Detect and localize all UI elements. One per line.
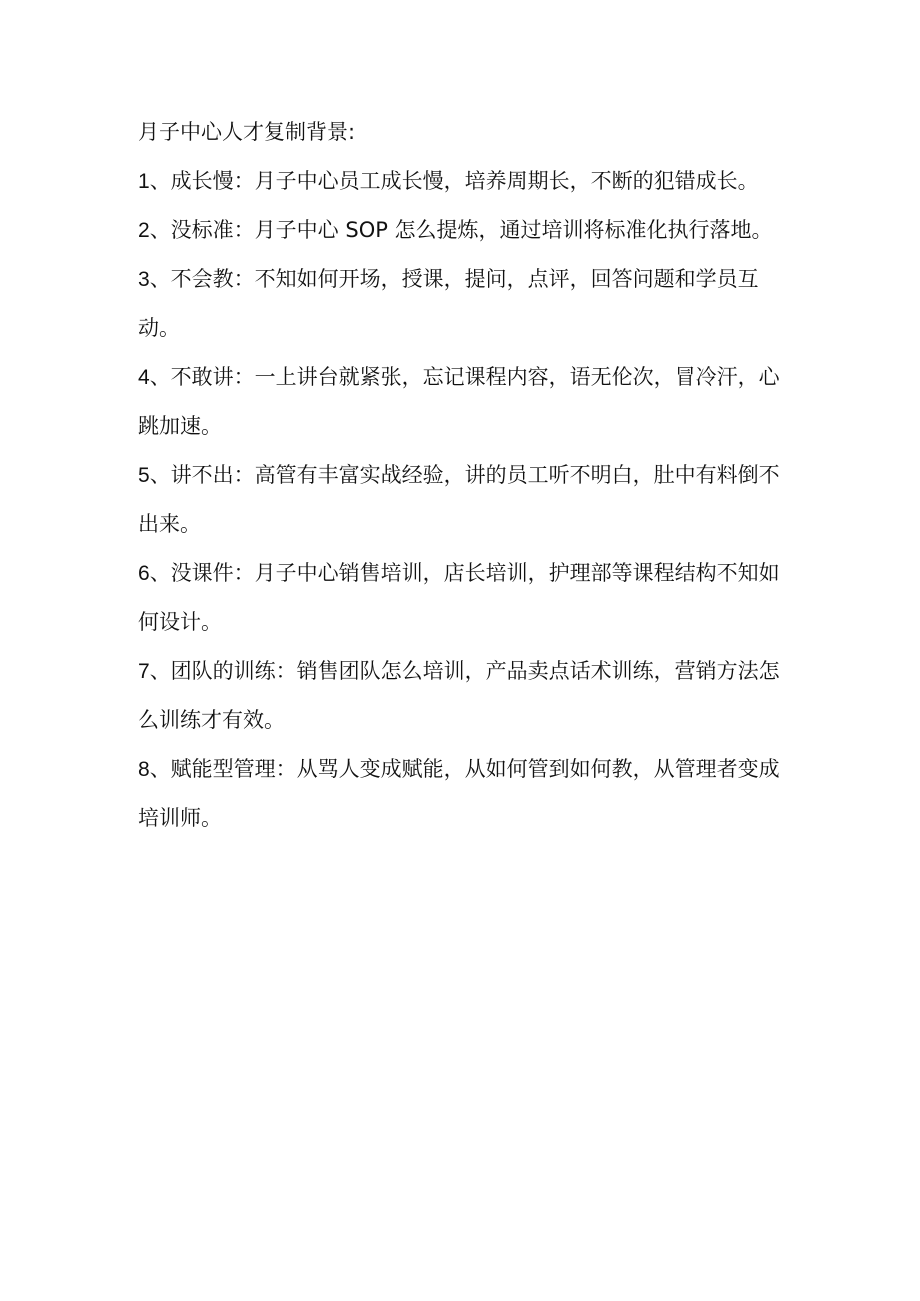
list-item-text: 、团队的训练：销售团队怎么培训，产品卖点话术训练，营销方法怎么训练才有效。 bbox=[138, 659, 780, 732]
list-item bbox=[138, 451, 788, 549]
list-item-text: 、没课件：月子中心销售培训，店长培训，护理部等课程结构不知如何设计。 bbox=[138, 561, 780, 634]
list-item bbox=[138, 353, 788, 451]
list-item-text: 、赋能型管理：从骂人变成赋能，从如何管到如何教，从管理者变成培训师。 bbox=[138, 757, 780, 830]
list-item bbox=[138, 206, 788, 255]
list-item bbox=[138, 647, 788, 745]
list-item-number: 2 bbox=[138, 219, 150, 242]
list-item-text: 、成长慢：月子中心员工成长慢，培养周期长，不断的犯错成长。 bbox=[149, 169, 759, 193]
list-item-number: 8 bbox=[138, 758, 150, 781]
list-item-number: 1 bbox=[138, 170, 150, 193]
list-item bbox=[138, 549, 788, 647]
list-item-number: 6 bbox=[138, 562, 150, 585]
list-item bbox=[138, 157, 788, 206]
list-item-number: 7 bbox=[138, 660, 150, 683]
document-heading: 月子中心人才复制背景: bbox=[138, 120, 356, 144]
list-item-text: 、讲不出：高管有丰富实战经验，讲的员工听不明白，肚中有料倒不出来。 bbox=[138, 463, 780, 536]
list-item-number: 4 bbox=[138, 366, 150, 389]
list-item-text: 、不会教：不知如何开场，授课，提问，点评，回答问题和学员互动。 bbox=[138, 267, 759, 340]
list-item-number: 5 bbox=[138, 464, 150, 487]
list-item-text: 、不敢讲：一上讲台就紧张，忘记课程内容，语无伦次，冒冷汗，心跳加速。 bbox=[138, 365, 780, 438]
list-item-text: 、没标准：月子中心 SOP 怎么提炼，通过培训将标准化执行落地。 bbox=[149, 218, 773, 242]
list-item bbox=[138, 745, 788, 843]
list-item bbox=[138, 255, 788, 353]
list-item-number: 3 bbox=[138, 268, 150, 291]
document-body bbox=[138, 108, 788, 843]
